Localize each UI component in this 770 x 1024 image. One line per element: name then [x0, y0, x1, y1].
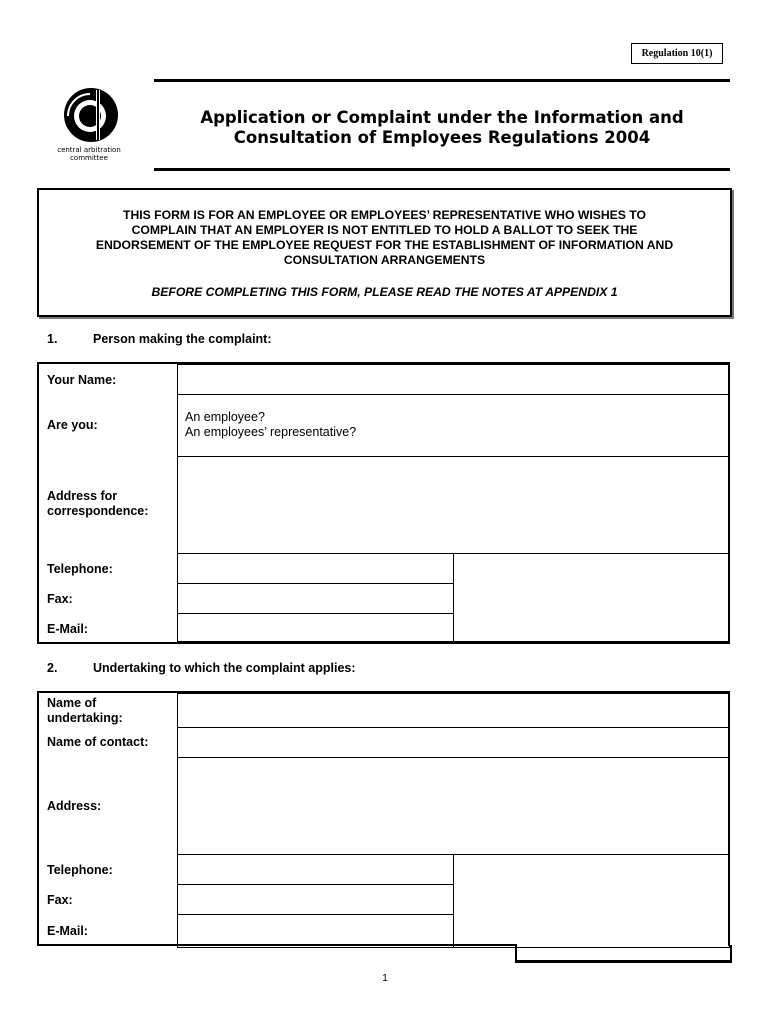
undertaking-label-line1: Name of — [47, 696, 97, 710]
option-representative[interactable]: An employees’ representative? — [185, 425, 357, 439]
undertaking-label-line2: undertaking: — [47, 711, 123, 725]
address-label — [47, 489, 148, 519]
undertaking-address-label: Address: — [47, 799, 102, 813]
contact-name-field[interactable] — [177, 727, 730, 758]
option-employee[interactable]: An employee? — [185, 410, 265, 424]
fax-field[interactable] — [177, 583, 454, 614]
header-rule-top — [154, 79, 730, 82]
notice-line4: CONSULTATION ARRANGEMENTS — [283, 253, 486, 267]
email-label: E-Mail: — [47, 622, 88, 636]
section2-form — [37, 691, 730, 946]
notice-line2: COMPLAIN THAT AN EMPLOYER IS NOT ENTITLED TO HOLD A BALLOT TO SEEK THE — [131, 223, 638, 237]
are-you-label: Are you: — [47, 418, 98, 432]
address-label-line2: correspondence: — [47, 504, 149, 518]
regulation-label: Regulation 10(1) — [631, 43, 723, 64]
your-name-label: Your Name: — [47, 373, 117, 387]
continuation-box — [515, 945, 732, 963]
undertaking-label — [47, 696, 123, 726]
undertaking-email-label: E-Mail: — [47, 924, 88, 938]
are-you-field[interactable] — [177, 394, 730, 457]
notice-box — [37, 188, 732, 317]
cac-logo — [44, 88, 134, 168]
header-rule-bottom — [154, 168, 730, 171]
notice-line3: ENDORSEMENT OF THE EMPLOYEE REQUEST FOR THE ESTABLISHMENT OF INFORMATION AND — [95, 238, 674, 252]
section2-label-column — [39, 693, 178, 946]
undertaking-email-field[interactable] — [177, 914, 454, 948]
undertaking-name-field[interactable] — [177, 693, 730, 728]
undertaking-address-field[interactable] — [177, 757, 730, 855]
address-label-line1: Address for — [47, 489, 118, 503]
telephone-label: Telephone: — [47, 562, 113, 576]
section2-number: 2. — [47, 661, 58, 675]
undertaking-telephone-field[interactable] — [177, 854, 454, 885]
undertaking-notes-field[interactable] — [453, 854, 730, 948]
notice-line1: THIS FORM IS FOR AN EMPLOYEE OR EMPLOYEES’ REPRESENTATIVE WHO WISHES TO — [123, 208, 646, 222]
section1-form — [37, 362, 730, 644]
cac-logo-icon — [44, 88, 134, 146]
logo-text-line2: committee — [70, 154, 108, 162]
undertaking-telephone-label: Telephone: — [47, 863, 113, 877]
title-line1: Application or Complaint under the Information and — [200, 108, 684, 127]
undertaking-fax-label: Fax: — [47, 893, 73, 907]
section2-title: Undertaking to which the complaint applies: — [93, 661, 356, 675]
section1-heading — [47, 332, 272, 346]
logo-text-line1: central arbitration — [57, 146, 121, 154]
title-line2: Consultation of Employees Regulations 2004 — [233, 128, 651, 147]
contact-label: Name of contact: — [47, 735, 149, 749]
your-name-field[interactable] — [177, 364, 730, 395]
section2-bottom-rule — [37, 944, 517, 946]
notice-instruction: BEFORE COMPLETING THIS FORM, PLEASE READ THE NOTES AT APPENDIX 1 — [151, 285, 618, 299]
section1-number: 1. — [47, 332, 58, 346]
contact-notes-field[interactable] — [453, 553, 730, 642]
undertaking-fax-field[interactable] — [177, 884, 454, 915]
fax-label: Fax: — [47, 592, 73, 606]
section1-title: Person making the complaint: — [93, 332, 272, 346]
page-title — [154, 108, 730, 148]
email-field[interactable] — [177, 613, 454, 642]
page-number: 1 — [382, 973, 388, 984]
telephone-field[interactable] — [177, 553, 454, 584]
section1-label-column — [39, 364, 178, 642]
section2-heading — [47, 661, 356, 675]
address-field[interactable] — [177, 456, 730, 554]
